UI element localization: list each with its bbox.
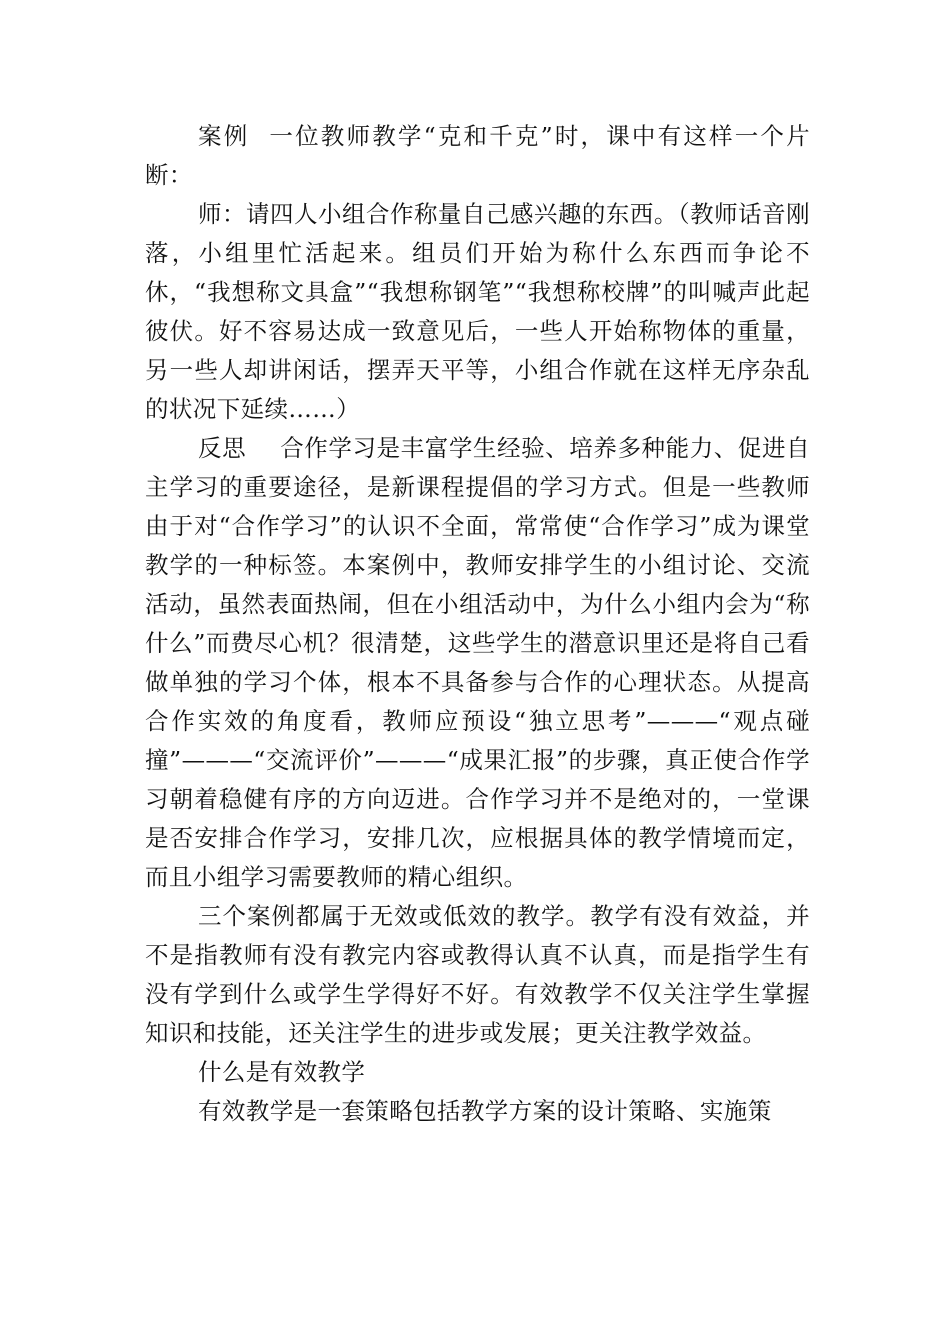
- definition-paragraph: 有效教学是一套策略包括教学方案的设计策略、实施策: [198, 1097, 772, 1125]
- reflection-label: 反思: [198, 434, 247, 462]
- case-label: 案例: [198, 122, 250, 150]
- reflection-paragraph: [145, 429, 810, 897]
- reflection-text: 合作学习是丰富学生经验、培养多种能力、促进自主学习的重要途径，是新课程提倡的学习方式。但是一些教师由于对“合作学习”的认识不全面，常常使“合作学习”成为课堂教学的一种标签。本案例中，教师安排学生的小组讨论、交流活动，虽然表面热闹，但在小组活动中，为什么小组内会为“称什么”而费尽心机？很清楚，这些学生的潜意识里还是将自己看做单独的学习个体，根本不具备参与合作的心理状态。从提高合作实效的角度看，教师应预设“独立思考”———“观点碰撞”———“交流评价”———“成果汇报”的步骤，真正使合作学习朝着稳健有序的方向迈进。合作学习并不是绝对的，一堂课是否安排合作学习，安排几次，应根据具体的教学情境而定，而且小组学习需要教师的精心组织。: [145, 434, 810, 891]
- document-body: [145, 117, 810, 1131]
- case-text: 一位教师教学“克和千克”时，课中有这样一个片断：: [145, 122, 810, 189]
- dialogue-paragraph: 师：请四人小组合作称量自己感兴趣的东西。（教师话音刚落，小组里忙活起来。组员们开始为称什么东西而争论不休，“我想称文具盒”“我想称钢笔”“我想称校牌”的叫喊声此起彼伏。好不容易达成一致意见后，一些人开始称物体的重量，另一些人却讲闲话，摆弄天平等，小组合作就在这样无序杂乱的状况下延续……）: [145, 200, 810, 423]
- case-paragraph: [145, 117, 810, 195]
- summary-paragraph: 三个案例都属于无效或低效的教学。教学有没有效益，并不是指教师有没有教完内容或教得认真不认真，而是指学生有没有学到什么或学生学得好不好。有效教学不仅关注学生掌握知识和技能，还关注学生的进步或发展；更关注教学效益。: [145, 902, 810, 1047]
- section-heading: 什么是有效教学: [198, 1058, 366, 1086]
